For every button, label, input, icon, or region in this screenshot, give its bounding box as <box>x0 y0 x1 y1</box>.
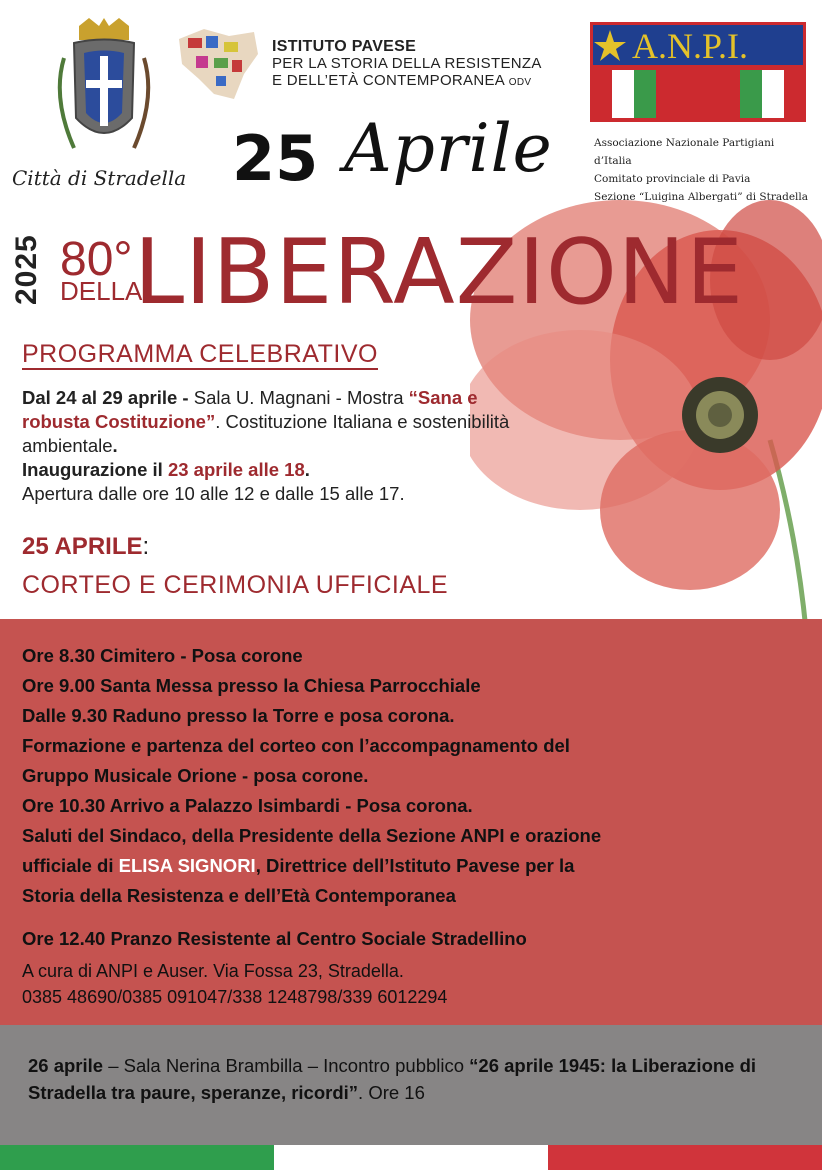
date-number: 25 <box>232 122 319 195</box>
flag-green <box>0 1145 274 1170</box>
corteo-heading: CORTEO E CERIMONIA UFFICIALE <box>22 571 449 599</box>
anpi-logo <box>590 22 806 122</box>
exhibit-title: “Sana e robusta Costituzione” <box>22 387 478 432</box>
eighty-anniversary: 80° <box>60 233 133 286</box>
schedule-line: Dalle 9.30 Raduno presso la Torre e posa corona. <box>22 705 455 726</box>
istituto-line3: E DELL’ETÀ CONTEMPORANEA <box>272 72 505 89</box>
inauguration-date: 23 aprile alle 18 <box>167 459 305 480</box>
pranzo-line1: A cura di ANPI e Auser. Via Fossa 23, Stradella. <box>22 961 404 981</box>
inauguration-dot: . <box>304 459 310 480</box>
pranzo-line2: 0385 48690/0385 091047/338 1248798/339 6012294 <box>22 987 448 1007</box>
istituto-name <box>272 38 542 91</box>
schedule-line: Ore 8.30 Cimitero - Posa corone <box>22 645 303 666</box>
anpi-line1: Associazione Nazionale Partigiani d’Italia <box>594 137 775 167</box>
istituto-odv: ODV <box>508 77 532 88</box>
anpi-description <box>594 134 808 206</box>
anpi-line3: Sezione “Luigina Albergati” di Stradella <box>594 191 809 203</box>
schedule-line: Saluti del Sindaco, della Presidente della Sezione ANPI e orazione <box>22 825 602 846</box>
incontro-time: . Ore 16 <box>358 1082 425 1103</box>
city-name: Città di Stradella <box>12 166 187 190</box>
incontro-title: “26 aprile 1945: la Liberazione di Stradella tra paure, speranze, ricordi” <box>28 1055 757 1103</box>
pranzo-title: Ore 12.40 Pranzo Resistente al Centro Sociale Stradellino <box>22 928 527 949</box>
della-label: DELLA <box>60 276 143 306</box>
year-vertical: 2025 <box>10 234 43 305</box>
city-coat-of-arms <box>44 18 164 168</box>
exhibit-dot: . <box>112 435 118 456</box>
anpi-line2: Comitato provinciale di Pavia <box>594 173 751 185</box>
schedule-l8a: ufficiale di <box>22 855 119 876</box>
schedule-l8b: , Direttrice dell’Istituto Pavese per la <box>255 855 575 876</box>
exhibit-hours: Apertura dalle ore 10 alle 12 e dalle 15 alle 17. <box>22 483 405 504</box>
date-word: Aprile <box>344 110 553 187</box>
italian-flag-strip <box>0 1145 822 1170</box>
incontro-text <box>28 1052 798 1106</box>
speaker-name: ELISA SIGNORI <box>118 855 256 876</box>
incontro-date: 26 aprile <box>28 1055 104 1076</box>
schedule-line <box>22 851 812 881</box>
aprile25-text: 25 APRILE <box>22 533 143 560</box>
exhibit-dates: Dal 24 al 29 aprile - <box>22 387 189 408</box>
exhibit-block <box>22 386 542 506</box>
pranzo-details <box>22 958 447 1010</box>
flag-red <box>548 1145 822 1170</box>
schedule-line: Ore 9.00 Santa Messa presso la Chiesa Parrocchiale <box>22 675 481 696</box>
flag-white <box>274 1145 548 1170</box>
inauguration-label: Inaugurazione il <box>22 459 168 480</box>
schedule-line: Formazione e partenza del corteo con l’accompagnamento del <box>22 735 570 756</box>
istituto-map-logo <box>174 24 260 104</box>
anpi-logo-text: A.N.P.I. <box>632 26 749 66</box>
istituto-line2: PER LA STORIA DELLA RESISTENZA <box>272 55 542 72</box>
schedule-line: Storia della Resistenza e dell’Età Contemporanea <box>22 885 456 906</box>
schedule-line: Ore 10.30 Arrivo a Palazzo Isimbardi - Posa corona. <box>22 795 473 816</box>
incontro-venue: – Sala Nerina Brambilla – Incontro pubblico <box>103 1055 470 1076</box>
schedule-list <box>22 641 812 911</box>
programma-heading: PROGRAMMA CELEBRATIVO <box>22 340 378 368</box>
exhibit-venue: Sala U. Magnani - Mostra <box>188 387 404 408</box>
aprile25-colon: : <box>142 533 150 560</box>
aprile25-heading <box>22 533 149 561</box>
liberazione-title: LIBERAZIONE <box>134 220 744 325</box>
exhibit-subtitle: . Costituzione Italiana e sostenibilità ambientale <box>22 411 510 456</box>
istituto-line1: ISTITUTO PAVESE <box>272 38 417 55</box>
schedule-line: Gruppo Musicale Orione - posa corone. <box>22 765 369 786</box>
